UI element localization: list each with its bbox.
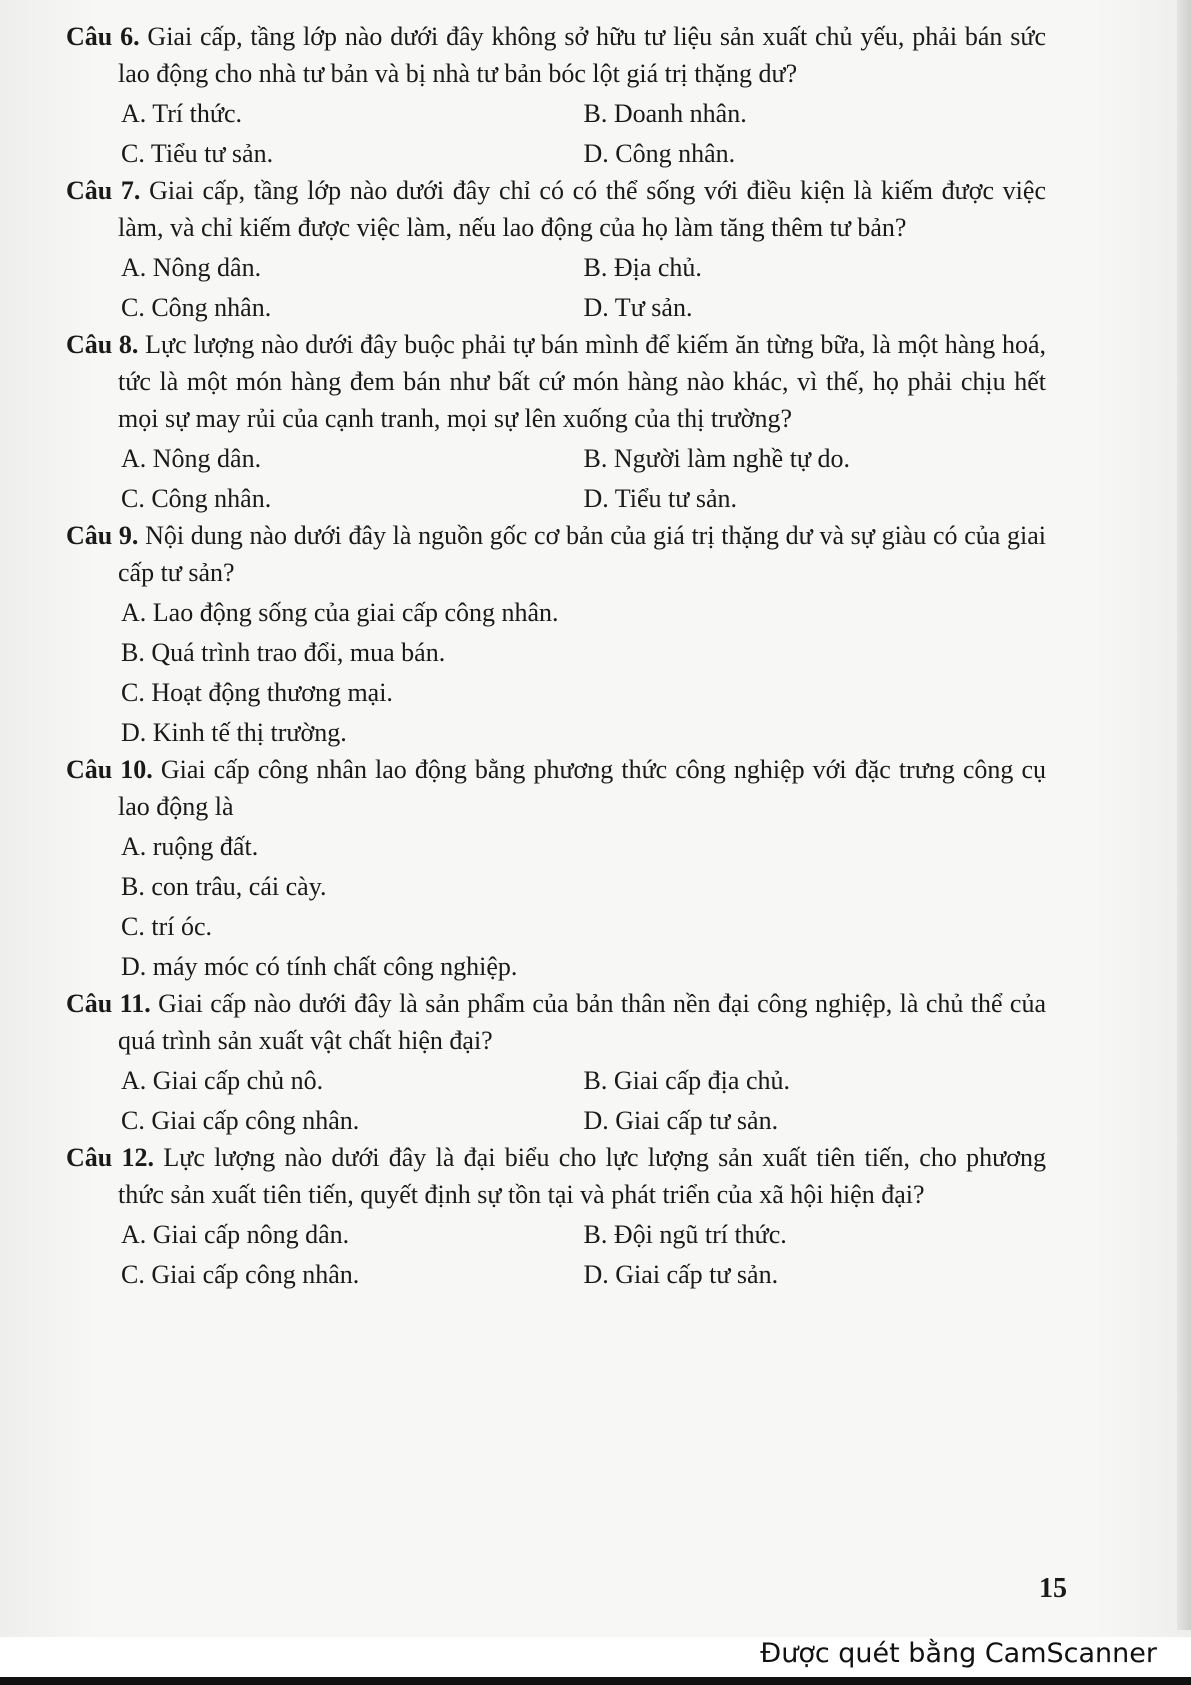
question-number: Câu 9.: [66, 521, 139, 550]
options: [66, 95, 1046, 172]
option-row: [121, 1062, 1046, 1099]
option-d: D. Tư sản.: [583, 293, 693, 322]
bottom-bar: [0, 1677, 1191, 1685]
question-number: Câu 6.: [66, 22, 140, 51]
question-text: Giai cấp, tầng lớp nào dưới đây chỉ có có thể sống với điều kiện là kiếm được việc làm, và chỉ kiếm được việc làm, nếu lao động của họ làm tăng thêm tư bản?: [118, 176, 1046, 242]
question-number: Câu 7.: [66, 176, 141, 205]
option-c: C. Tiểu tư sản.: [121, 139, 274, 168]
option-d: D. Giai cấp tư sản.: [583, 1260, 779, 1289]
question-12: [66, 1139, 1046, 1293]
question-number: Câu 11.: [66, 989, 151, 1018]
scanner-footer: [0, 1637, 1191, 1685]
question-text: Giai cấp nào dưới đây là sản phẩm của bản thân nền đại công nghiệp, là chủ thể của quá trình sản xuất vật chất hiện đại?: [118, 989, 1047, 1055]
option-c: C. Công nhân.: [121, 484, 272, 513]
option-c: C. trí óc.: [121, 912, 212, 941]
question-9: [66, 517, 1046, 751]
option-a: A. ruộng đất.: [121, 832, 259, 861]
option-row: [121, 1216, 1046, 1253]
option-a: A. Nông dân.: [121, 253, 262, 282]
question-6: [66, 18, 1046, 172]
option-d: D. máy móc có tính chất công nghiệp.: [121, 952, 518, 981]
question-number: Câu 10.: [66, 755, 153, 784]
option-d: D. Giai cấp tư sản.: [583, 1106, 779, 1135]
option-b: B. Doanh nhân.: [583, 99, 747, 128]
page-edge-shadow: [1177, 0, 1191, 1630]
question-text: Giai cấp, tầng lớp nào dưới đây không sở hữu tư liệu sản xuất chủ yếu, phải bán sức lao động cho nhà tư bản và bị nhà tư bản bóc lột giá trị thặng dư?: [118, 22, 1046, 88]
option-d: D. Tiểu tư sản.: [583, 484, 738, 513]
option-d: D. Công nhân.: [583, 139, 736, 168]
option-row: [121, 440, 1046, 477]
question-11: [66, 985, 1046, 1139]
option-row: [121, 480, 1046, 517]
option-row: [121, 135, 1046, 172]
question-stem: [66, 18, 1046, 92]
option-row: [121, 1256, 1046, 1293]
option-row: [121, 95, 1046, 132]
question-list: [66, 18, 1046, 1293]
option-b: B. Người làm nghề tự do.: [583, 444, 851, 473]
question-stem: [66, 985, 1046, 1059]
option-b: B. Địa chủ.: [583, 253, 702, 282]
page-number: 15: [1039, 1573, 1067, 1604]
option-a: A. Nông dân.: [121, 444, 262, 473]
option-c: C. Giai cấp công nhân.: [121, 1106, 360, 1135]
question-7: [66, 172, 1046, 326]
question-text: Nội dung nào dưới đây là nguồn gốc cơ bản của giá trị thặng dư và sự giàu có của giai cấp tư sản?: [118, 521, 1046, 587]
options: [66, 440, 1046, 517]
option-b: B. Đội ngũ trí thức.: [583, 1220, 787, 1249]
question-stem: [66, 172, 1046, 246]
question-text: Lực lượng nào dưới đây là đại biểu cho lực lượng sản xuất tiên tiến, cho phương thức sản xuất tiên tiến, quyết định sự tồn tại và phát triển của xã hội hiện đại?: [118, 1143, 1046, 1209]
option-a: A. Giai cấp nông dân.: [121, 1220, 350, 1249]
option-a: A. Lao động sống của giai cấp công nhân.: [121, 598, 559, 627]
option-b: B. Quá trình trao đổi, mua bán.: [121, 638, 446, 667]
option-a: A. Giai cấp chủ nô.: [121, 1066, 324, 1095]
options: [66, 594, 1046, 751]
question-number: Câu 8.: [66, 330, 139, 359]
options: [66, 1062, 1046, 1139]
option-d: D. Kinh tế thị trường.: [121, 718, 347, 747]
options: [66, 1216, 1046, 1293]
question-text: Giai cấp công nhân lao động bằng phương thức công nghiệp với đặc trưng công cụ lao động là: [118, 755, 1046, 821]
question-8: [66, 326, 1046, 517]
option-b: B. Giai cấp địa chủ.: [583, 1066, 790, 1095]
question-stem: [66, 751, 1046, 825]
question-text: Lực lượng nào dưới đây buộc phải tự bán mình để kiếm ăn từng bữa, là một hàng hoá, tức là một món hàng đem bán như bất cứ món hàng nào khác, vì thế, họ phải chịu hết mọi sự may rủi của cạnh tranh, mọi sự lên xuống của thị trường?: [118, 330, 1046, 433]
camscanner-watermark: Được quét bằng CamScanner: [760, 1638, 1157, 1669]
option-a: A. Trí thức.: [121, 99, 243, 128]
option-row: [121, 289, 1046, 326]
option-c: C. Hoạt động thương mại.: [121, 678, 393, 707]
option-row: [121, 249, 1046, 286]
question-stem: [66, 517, 1046, 591]
options: [66, 828, 1046, 985]
question-stem: [66, 326, 1046, 437]
option-b: B. con trâu, cái cày.: [121, 872, 327, 901]
options: [66, 249, 1046, 326]
question-10: [66, 751, 1046, 985]
question-number: Câu 12.: [66, 1143, 155, 1172]
option-c: C. Công nhân.: [121, 293, 272, 322]
question-stem: [66, 1139, 1046, 1213]
option-c: C. Giai cấp công nhân.: [121, 1260, 360, 1289]
option-row: [121, 1102, 1046, 1139]
